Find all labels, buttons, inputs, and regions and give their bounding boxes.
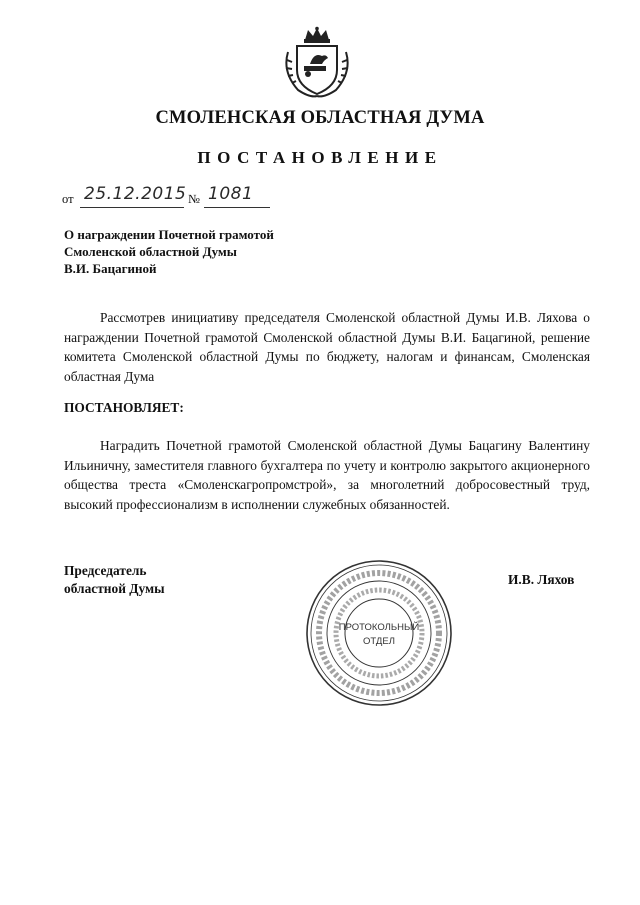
signatory-name: И.В. Ляхов — [508, 572, 575, 587]
preamble-text: Рассмотрев инициативу председателя Смоленской областной Думы И.В. Ляхова о награждении Почетной грамотой Смоленской областной Думы В.И. Бацагиной, решение комитета Смоленской областной Думы по бюджету, налогам и финансам, Смоленская областная Дума — [64, 310, 590, 384]
stamp-center-text: ПРОТОКОЛЬНЫЙ — [338, 622, 420, 633]
document-date: 25.12.2015 — [84, 184, 187, 204]
signatory-title-line: Председатель — [64, 563, 147, 578]
smolensk-coat-of-arms-icon — [278, 26, 356, 98]
stamp-center-text: ОТДЕЛ — [363, 636, 395, 647]
document-type-heading: ПОСТАНОВЛЕНИЕ — [197, 148, 443, 167]
signatory-title — [64, 562, 165, 598]
resolves-heading: ПОСТАНОВЛЯЕТ: — [64, 400, 184, 415]
document-subject — [64, 226, 274, 277]
date-underline — [80, 207, 184, 208]
subject-line: В.И. Бацагиной — [64, 261, 157, 276]
resolution-paragraph — [64, 436, 590, 514]
resolution-text: Наградить Почетной грамотой Смоленской областной Думы Бацагину Валентину Ильиничну, заместителя главного бухгалтера по учету и контролю закрытого акционерного общества треста «Смоленскагропромстрой», за многолетний добросовестный труд, высокий профессионализм в исполнении служебных обязанностей. — [64, 438, 590, 512]
subject-line: О награждении Почетной грамотой — [64, 227, 274, 242]
from-label: от — [62, 192, 74, 206]
document-number: 1081 — [208, 184, 254, 204]
organization-title: СМОЛЕНСКАЯ ОБЛАСТНАЯ ДУМА — [155, 108, 485, 128]
number-label: № — [188, 192, 200, 206]
signatory-title-line: областной Думы — [64, 581, 165, 596]
preamble-paragraph — [64, 308, 590, 386]
subject-line: Смоленской областной Думы — [64, 244, 237, 259]
official-stamp-seal — [304, 558, 454, 708]
number-underline — [204, 207, 270, 208]
